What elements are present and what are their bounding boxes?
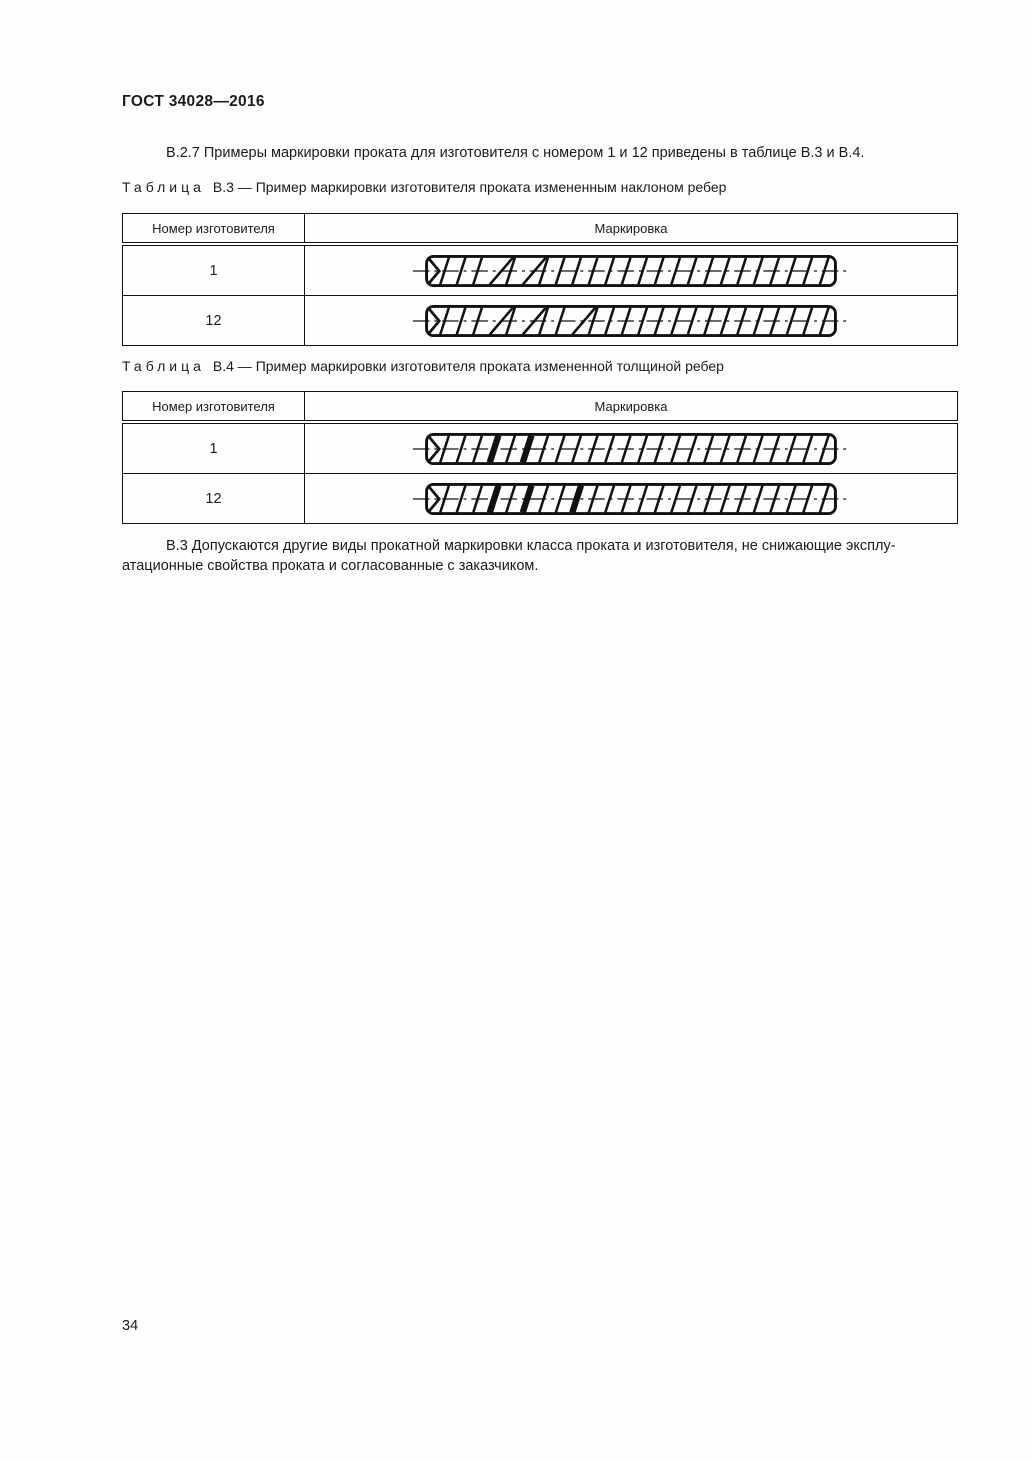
page-number: 34 — [122, 1318, 139, 1334]
table-b3 — [122, 213, 958, 346]
caption-word: Таблица — [122, 179, 205, 195]
manufacturer-number-cell: 1 — [123, 244, 305, 296]
paragraph-b27 — [122, 144, 962, 164]
manufacturer-number-cell: 1 — [123, 422, 305, 474]
manufacturer-number-cell: 12 — [123, 474, 305, 524]
table-row — [123, 296, 958, 346]
rebar-marking-drawing — [305, 298, 957, 344]
paragraph-b3-line2: атационные свойства проката и согласованные с заказчиком. — [122, 557, 539, 574]
paragraph-b3-line1: В.3 Допускаются другие виды прокатной маркировки класса проката и изготовителя, не снижающие эксплу- — [166, 538, 896, 554]
header-marking: Маркировка — [305, 392, 958, 423]
table-b4-caption — [122, 358, 962, 374]
table-row — [123, 422, 958, 474]
manufacturer-number-cell: 12 — [123, 296, 305, 346]
rebar-marking-drawing — [305, 248, 957, 294]
table-b3-caption — [122, 179, 962, 195]
rebar-marking-drawing — [305, 426, 957, 472]
table-header-row — [123, 392, 958, 423]
table-row — [123, 474, 958, 524]
header-manufacturer-number: Номер изготовителя — [123, 392, 305, 423]
caption-text: В.3 — Пример маркировки изготовителя проката измененным наклоном ребер — [212, 179, 727, 195]
header-manufacturer-number: Номер изготовителя — [123, 214, 305, 245]
table-row — [123, 244, 958, 296]
rebar-marking-drawing — [305, 476, 957, 522]
document-title: ГОСТ 34028—2016 — [122, 93, 265, 110]
paragraph-b3 — [122, 537, 962, 576]
table-b4 — [122, 391, 958, 524]
paragraph-b27-text: В.2.7 Примеры маркировки проката для изготовителя с номером 1 и 12 приведены в таблице В.3 и В.4. — [166, 145, 865, 161]
table-header-row — [123, 214, 958, 245]
header-marking: Маркировка — [305, 214, 958, 245]
caption-word: Таблица — [122, 358, 205, 374]
caption-text: В.4 — Пример маркировки изготовителя проката измененной толщиной ребер — [212, 358, 724, 374]
